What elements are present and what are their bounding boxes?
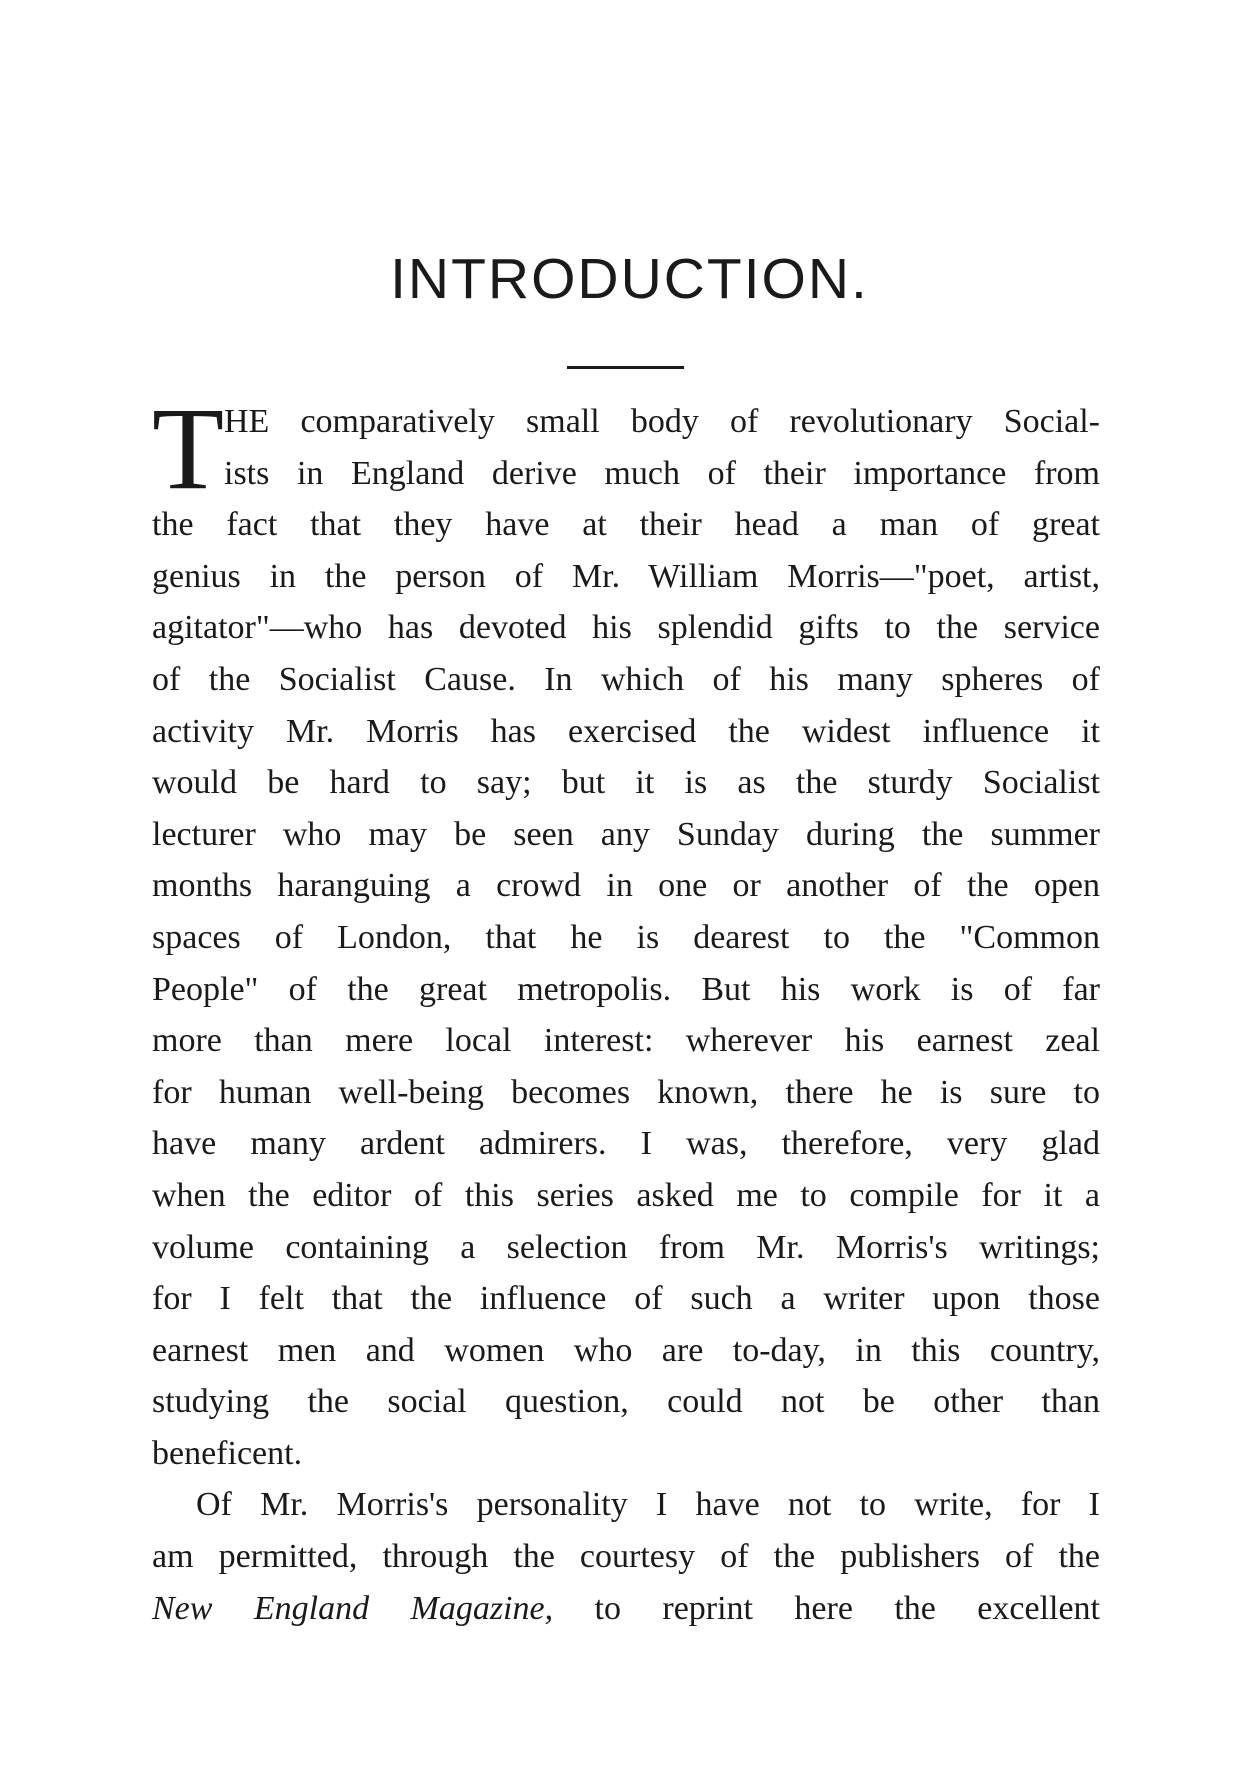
text-line: activity Mr. Morris has exercised the widest influence it: [152, 712, 1100, 750]
text-line: am permitted, through the courtesy of the publishers of the: [152, 1538, 1100, 1576]
text-line: Of Mr. Morris's personality I have not to write, for I: [196, 1486, 1100, 1524]
text-line: volume containing a selection from Mr. Morris's writings;: [152, 1228, 1100, 1266]
text-line: genius in the person of Mr. William Morris—"poet, artist,: [152, 557, 1100, 595]
drop-cap: T: [152, 383, 225, 514]
text-fragment: to reprint here the excellent: [594, 1589, 1100, 1627]
text-line: beneficent.: [152, 1434, 303, 1472]
text-line: earnest men and women who are to-day, in this country,: [152, 1331, 1100, 1369]
text-line-with-italic: [152, 1583, 1100, 1635]
text-line: studying the social question, could not be other than: [152, 1383, 1100, 1421]
text-line: HE comparatively small body of revolutionary Social-: [224, 403, 1100, 440]
text-line: for human well-being becomes known, there he is sure to: [152, 1073, 1100, 1111]
text-line: of the Socialist Cause. In which of his many spheres of: [152, 660, 1100, 698]
magazine-title: New England Magazine,: [152, 1589, 554, 1627]
text-line: lecturer who may be seen any Sunday during the summer: [152, 815, 1100, 853]
text-line: for I felt that the influence of such a writer upon those: [152, 1280, 1100, 1318]
text-line: have many ardent admirers. I was, therefore, very glad: [152, 1125, 1100, 1163]
text-line: People" of the great metropolis. But his work is of far: [152, 970, 1100, 1008]
text-line: the fact that they have at their head a man of great: [152, 506, 1100, 544]
page-title: INTRODUCTION.: [390, 247, 869, 311]
text-line: would be hard to say; but it is as the sturdy Socialist: [152, 764, 1100, 802]
text-line: spaces of London, that he is dearest to the "Common: [152, 918, 1100, 956]
title-divider: [567, 366, 684, 369]
body-text: [152, 383, 1100, 1634]
text-line: when the editor of this series asked me to compile for it a: [152, 1176, 1100, 1214]
text-line: more than mere local interest: wherever his earnest zeal: [152, 1022, 1100, 1060]
text-line: agitator"—who has devoted his splendid gifts to the service: [152, 609, 1100, 647]
text-line: ists in England derive much of their importance from: [224, 454, 1100, 492]
text-line: months haranguing a crowd in one or another of the open: [152, 867, 1100, 905]
